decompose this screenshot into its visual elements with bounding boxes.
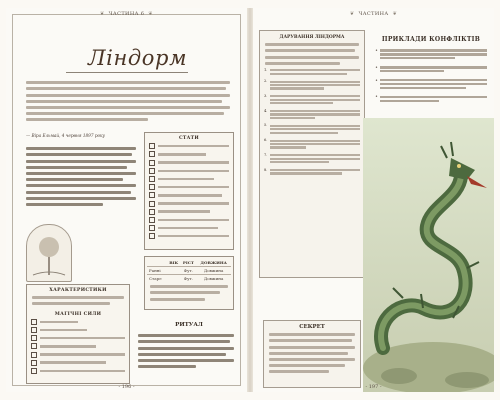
table-cell: Старе: [147, 275, 167, 283]
power-row: [31, 368, 125, 374]
list-item: [375, 65, 487, 74]
checkbox-icon: [149, 209, 155, 215]
checkbox-icon: [149, 184, 155, 190]
arch-illustration: [26, 224, 72, 282]
table-cell: Довжина: [196, 267, 231, 275]
bullet-icon: •: [375, 48, 378, 54]
size-table: [147, 259, 231, 282]
stat-row: [149, 143, 229, 149]
table-header: ДОВЖИНА: [200, 260, 227, 265]
table-cell: Довжина: [196, 275, 231, 283]
checkbox-icon: [149, 143, 155, 149]
stats-box: [144, 132, 234, 250]
stat-row: [149, 168, 229, 174]
power-row: [31, 335, 125, 341]
bullet-icon: •: [375, 64, 378, 71]
right-header-text: ЧАСТИНА: [358, 11, 389, 17]
table-cell: [167, 267, 180, 275]
body-text: [26, 144, 136, 209]
checkbox-icon: [31, 368, 37, 374]
table-header: РІСТ: [182, 260, 194, 265]
checkbox-icon: [31, 327, 37, 333]
checkbox-icon: [149, 233, 155, 239]
table-row: [147, 275, 231, 283]
gifts-list: [264, 68, 360, 176]
table-cell: Ранні: [147, 267, 167, 275]
list-item: 6.: [264, 138, 360, 150]
power-row: [31, 327, 125, 333]
checkbox-icon: [149, 201, 155, 207]
list-item: [375, 94, 487, 103]
tree-icon: [27, 225, 71, 281]
secret-box: [263, 320, 361, 388]
table-header: [147, 259, 167, 267]
handwritten-quote: [26, 78, 230, 125]
checkbox-icon: [149, 217, 155, 223]
secret-heading: СЕКРЕТ: [299, 324, 325, 330]
right-page: [253, 8, 494, 392]
page-number: - 196 -: [118, 384, 135, 390]
checkbox-icon: [31, 343, 37, 349]
checkbox-icon: [31, 335, 37, 341]
magic-heading: МАГІЧНІ СИЛИ: [54, 311, 102, 317]
characteristics-heading: ХАРАКТЕРИСТИКИ: [49, 288, 107, 293]
checkbox-icon: [149, 192, 155, 198]
list-item: [375, 48, 487, 61]
page-title: Ліндорм: [88, 46, 188, 70]
title-divider: [66, 72, 188, 73]
checkbox-icon: [31, 352, 37, 358]
power-row: [31, 360, 125, 366]
ornament-icon: ❦: [100, 11, 105, 17]
checkbox-icon: [149, 160, 155, 166]
stat-row: [149, 201, 229, 207]
list-item: [375, 78, 487, 91]
size-table-box: [144, 256, 234, 310]
dragon-illustration: [363, 118, 494, 392]
bullet-icon: •: [375, 94, 378, 101]
bullet-icon: •: [375, 77, 378, 84]
stat-row: [149, 184, 229, 190]
checkbox-icon: [149, 176, 155, 182]
stat-row: [149, 192, 229, 198]
list-item: 4.: [264, 109, 360, 121]
stat-row: [149, 209, 229, 215]
stat-row: [149, 217, 229, 223]
checkbox-icon: [31, 319, 37, 325]
list-item: 2.: [264, 79, 360, 91]
table-cell: Фут.: [180, 267, 196, 275]
conflicts-list: [375, 48, 487, 107]
stat-row: [149, 160, 229, 166]
quote-signature: — Віра Ельмай, 4 червня 1897 року: [26, 133, 105, 138]
ornament-icon: ❦: [349, 11, 355, 17]
stat-row: [149, 225, 229, 231]
power-row: [31, 343, 125, 349]
right-header: [253, 8, 494, 20]
ornament-icon: ❦: [392, 11, 398, 17]
gifts-heading: ДАРУВАННЯ ЛІНДОРМА: [279, 35, 345, 40]
list-item: 7.: [264, 153, 360, 165]
checkbox-icon: [149, 151, 155, 157]
list-item: 1.: [264, 68, 360, 76]
stat-row: [149, 176, 229, 182]
gifts-sidebar: [259, 30, 365, 278]
page-number: - 197 -: [365, 384, 382, 390]
checkbox-icon: [149, 168, 155, 174]
conflicts-heading: ПРИКЛАДИ КОНФЛІКТІВ: [381, 36, 481, 43]
table-row: [147, 267, 231, 275]
left-page: [6, 8, 247, 392]
ritual-heading: РИТУАЛ: [175, 322, 203, 328]
power-row: [31, 352, 125, 358]
list-item: 3.: [264, 94, 360, 106]
left-header-text: ЧАСТИНА 6: [108, 11, 145, 17]
ritual-text: [138, 331, 234, 371]
list-item: 8.: [264, 168, 360, 176]
checkbox-icon: [31, 360, 37, 366]
table-cell: Фут.: [180, 275, 196, 283]
table-cell: [167, 275, 180, 283]
stat-row: [149, 151, 229, 157]
stats-heading: СТАТИ: [178, 136, 200, 141]
left-header: [6, 8, 247, 20]
stat-row: [149, 233, 229, 239]
ornament-icon: ❦: [148, 11, 153, 17]
table-header: ВІК: [169, 260, 179, 265]
power-row: [31, 319, 125, 325]
checkbox-icon: [149, 225, 155, 231]
list-item: 5.: [264, 123, 360, 135]
characteristics-box: [26, 284, 130, 384]
